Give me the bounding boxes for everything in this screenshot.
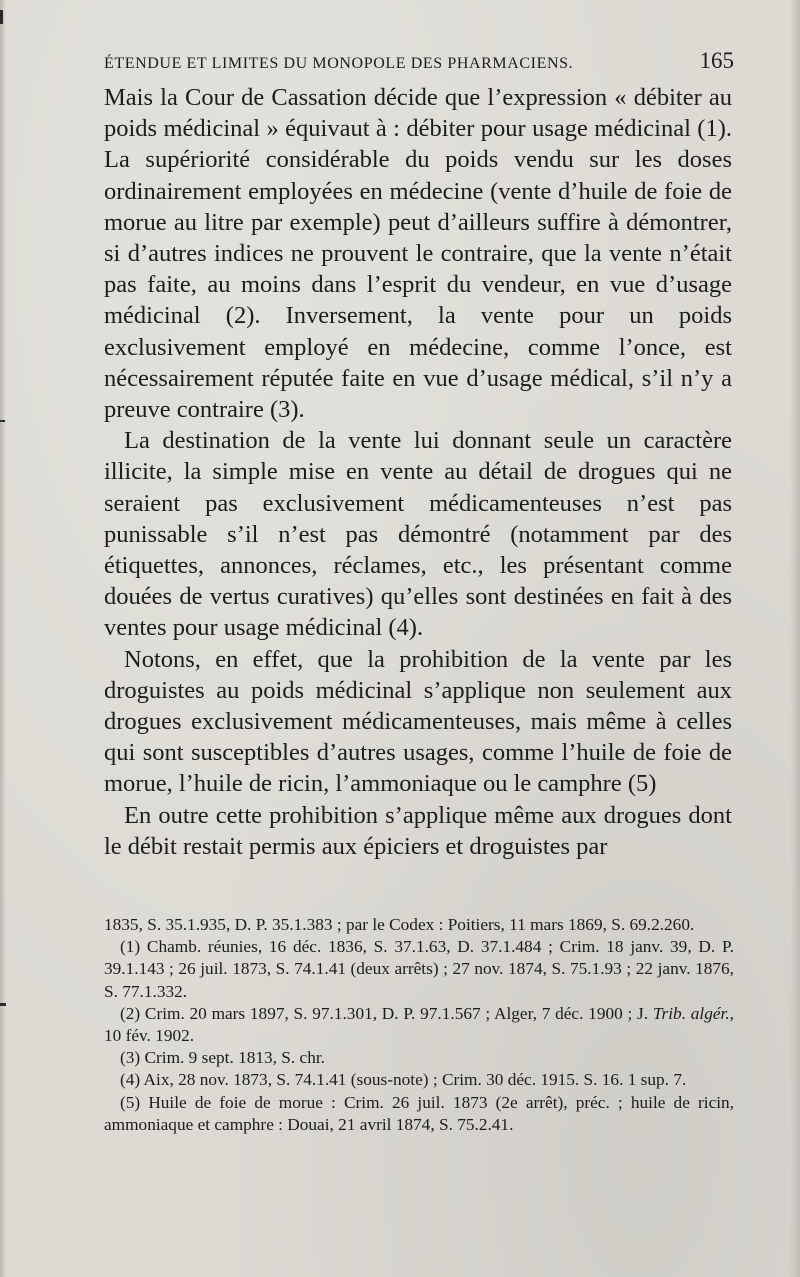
footnote-2 [104, 1003, 734, 1047]
footnote-5 [104, 1092, 734, 1136]
running-head: ÉTENDUE ET LIMITES DU MONOPOLE DES PHARMACIENS. [104, 55, 574, 72]
margin-mark [0, 420, 5, 422]
footnote-label: (5) [120, 1092, 141, 1112]
footnote-text: Huile de foie de morue : Crim. 26 juil. 1873 (2e arrêt), préc. ; huile de ricin, ammoniaque et camphre : Douai, 21 avril 1874, S. 75.2.41. [104, 1092, 735, 1134]
footnote-label: (1) [120, 937, 141, 957]
page-header [104, 48, 734, 74]
footnote-continuation: 1835, S. 35.1.935, D. P. 35.1.383 ; par le Codex : Poitiers, 11 mars 1869, S. 69.2.260. [104, 915, 695, 934]
page-left-edge [0, 0, 6, 1277]
footnote-label: (2) [120, 1003, 141, 1023]
footnote-label: (4) [120, 1070, 141, 1090]
footnote-1 [104, 936, 734, 1003]
footnotes [104, 914, 734, 1136]
footnote-text: Crim. 9 sept. 1813, S. chr. [144, 1048, 325, 1068]
footnote-text: Crim. 20 mars 1897, S. 97.1.301, D. P. 97.1.567 ; Alger, 7 déc. 1900 ; J. [144, 1003, 649, 1023]
footnote-text: Chamb. réunies, 16 déc. 1836, S. 37.1.63, D. 37.1.484 ; Crim. 18 janv. 39, D. P. 39.1.143 ; 26 juil. 1873, S. 74.1.41 (deux arrêts) ; 27 nov. 1874, S. 75.1.93 ; 22 janv. 1876, S. 77.1.332. [104, 937, 734, 1001]
page-number: 165 [699, 48, 734, 73]
paragraph: Notons, en effet, que la prohibition de la vente par les droguistes au poids médicinal s’applique non seulement aux drogues exclusivement médicamenteuses, mais même à celles qui sont susceptibles d’autres usages, comme l’huile de foie de morue, l’huile de ricin, l’ammoniaque ou le camphre (5) [104, 645, 732, 798]
footnote-text: , 10 fév. 1902. [104, 1003, 734, 1046]
footnote-label: (3) [120, 1048, 141, 1068]
margin-mark [0, 10, 3, 24]
journal-title: Trib. algér. [652, 1003, 730, 1023]
footnote-text: Aix, 28 nov. 1873, S. 74.1.41 (sous-note) ; Crim. 30 déc. 1915. S. 16. 1 sup. 7. [143, 1070, 687, 1090]
footnote-4 [104, 1069, 734, 1091]
page-right-edge [790, 0, 800, 1277]
footnote-3 [104, 1047, 734, 1069]
margin-mark [0, 1003, 6, 1006]
paragraph: Mais la Cour de Cassation décide que l’expression « débiter au poids médicinal » équivaut à : débiter pour usage médicinal (1). La supériorité considérable du poids vendu sur les doses ordinairement employées en médecine (vente d’huile de foie de morue au litre par exemple) peut d’ailleurs suffire à démontrer, si d’autres indices ne prouvent le contraire, que la vente n’était pas faite, au moins dans l’esprit du vendeur, en vue d’usage médicinal (2). Inversement, la vente pour un poids exclusivement employé en médecine, comme l’once, est nécessairement réputée faite en vue d’usage médical, s’il n’y a preuve contraire (3). [104, 84, 732, 424]
body-text [104, 82, 732, 862]
paragraph: En outre cette prohibition s’applique même aux drogues dont le débit restait permis aux épiciers et droguistes par [104, 801, 732, 860]
paragraph: La destination de la vente lui donnant seule un caractère illicite, la simple mise en vente au détail de drogues qui ne seraient pas exclusivement médicamenteuses n’est pas punissable s’il n’est pas démontré (notamment par des étiquettes, annonces, réclames, etc., les présentant comme douées de vertus curatives) qu’elles sont destinées en fait à des ventes pour usage médicinal (4). [104, 427, 732, 642]
